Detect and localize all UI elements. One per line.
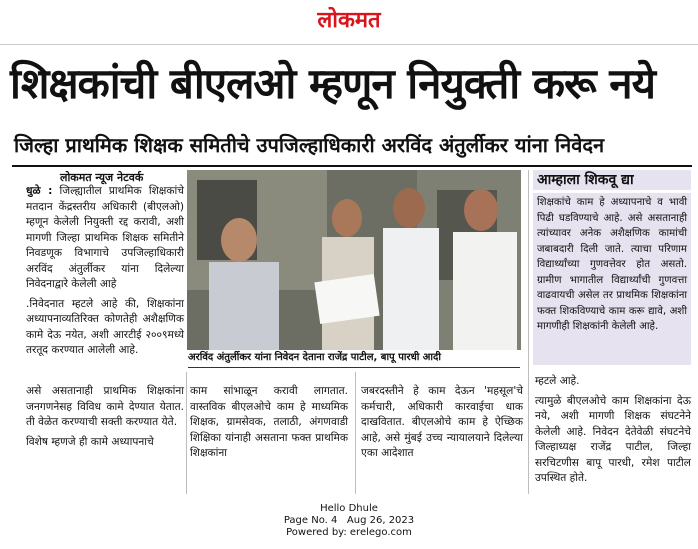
- article-column-4: [535, 374, 691, 491]
- dateline: धुळे :: [26, 185, 53, 197]
- headline-rule: [12, 165, 692, 167]
- column-divider: [186, 372, 187, 494]
- publish-date: Aug 26, 2023: [346, 515, 415, 526]
- article-column-1-lower: [26, 384, 184, 454]
- powered-by: Powered by: erelego.com: [286, 527, 412, 538]
- photo-illustration: [187, 170, 521, 350]
- column-4-intro: म्हटले आहे.: [535, 375, 580, 387]
- masthead-divider: [0, 44, 698, 45]
- paragraph-3: असे असतानाही प्राथमिक शिक्षकांना जनगणनेसह विविध कामे देण्यात येतात. ती वेळेत करण्याची सक्ती करण्यात येते.: [26, 385, 184, 428]
- headline: शिक्षकांची बीएलओ म्हणून नियुक्ती करू नये: [10, 59, 655, 108]
- column-divider: [528, 170, 529, 494]
- caption-rule: [188, 367, 520, 368]
- column-3-text: जबरदस्तीने हे काम देऊन 'महसूल'चे कर्मचारी, अधिकारी कारवाईचा धाक दाखवितात. बीएलओचे काम हे ऐच्छिक आहे, असे मुंबई उच्च न्यायालयाने दिलेल्या एका आदेशात: [361, 385, 523, 459]
- page-info: [0, 515, 698, 527]
- page-footer: [0, 503, 698, 539]
- paragraph-2: .निवेदनात म्हटले आहे की, शिक्षकांना अध्यापनाव्यतिरिक्त कोणतेही अशैक्षणिक कामे देऊ नयेत, अशी आरटीई २००९मध्ये तरतूद करण्यात आलेली आहे.: [26, 297, 184, 356]
- column-2-text: काम सांभाळून करावी लागतात. वास्तविक बीएलओचे काम हे माध्यमिक शिक्षक, ग्रामसेवक, तलाठी, अंगणवाडी शिक्षिका यांनाही असताना फक्त प्राथमिक शिक्षकांना: [190, 385, 348, 459]
- page-number: Page No. 4: [283, 515, 338, 526]
- article-column-2: [190, 384, 348, 466]
- photo-caption: अरविंद अंतुर्लीकर यांना निवेदन देताना राजेंद्र पाटील, बापू पारधी आदी: [188, 352, 441, 363]
- masthead: [0, 0, 698, 46]
- news-photo: [187, 170, 521, 350]
- sidebar-body: शिक्षकांचे काम हे अध्यापनाचे व भावी पिढी घडविण्याचे आहे. असे असतानाही त्यांच्यावर अनेक अशैक्षणिक कामांची जबाबदारी दिली जाते. त्याचा परिणाम विद्यार्थ्यांच्या गुणवत्तेवर होत असतो. ग्रामीण भागातील विद्यार्थ्यांची गुणवत्ता वाढवायची असेल तर प्राथमिक शिक्षकांना फक्त शिकविण्याचे काम करू द्यावे, अशी मागणीही शिक्षकांनी केलेली आहे.: [533, 193, 691, 365]
- paragraph-1: जिल्ह्यातील प्राथमिक शिक्षकांचे मतदान केंद्रस्तरीय अधिकारी (बीएलओ) म्हणून केलेली नियुक्ती रद्द करावी, अशी मागणी जिल्हा प्राथमिक शिक्षक समितीने निवडणूक विभागाचे उपजिल्हाधिकारी अरविंद अंतुर्लीकर यांना दिलेल्या निवेदनाद्वारे केलेली आहे: [26, 185, 184, 290]
- article-column-1: [26, 184, 184, 363]
- article-column-3: [361, 384, 523, 466]
- subheadline: जिल्हा प्राथमिक शिक्षक समितीचे उपजिल्हाधिकारी अरविंद अंतुर्लीकर यांना निवेदन: [14, 133, 605, 157]
- sidebar-title: आम्हाला शिकवू द्या: [533, 170, 691, 190]
- byline: लोकमत न्यूज नेटवर्क: [60, 171, 144, 184]
- column-4-text: त्यामुळे बीएलओचे काम शिक्षकांना देऊ नये, अशी मागणी शिक्षक संघटनेने केलेली आहे. निवेदन देतेवेळी संघटनेचे जिल्हाध्यक्ष राजेंद्र पाटील, जिल्हा सरचिटणीस बापू पारधी, रमेश पाटील उपस्थित होते.: [535, 394, 691, 484]
- edition-name: Hello Dhule: [320, 503, 378, 514]
- column-divider: [355, 372, 356, 494]
- paragraph-4: विशेष म्हणजे ही कामे अध्यापनाचे: [26, 435, 154, 448]
- newspaper-logo: लोकमत: [317, 8, 381, 33]
